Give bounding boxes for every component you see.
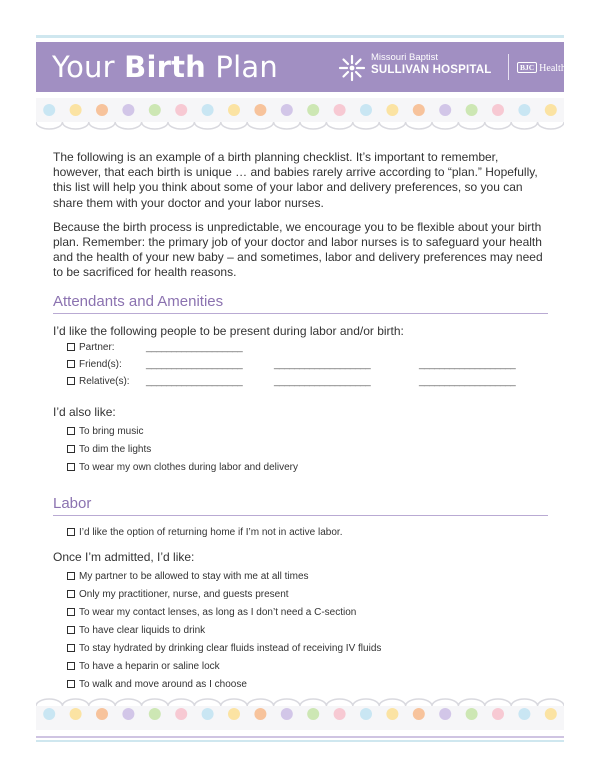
decorative-dot [228,708,240,720]
decorative-dot [149,104,161,116]
checklist-item: My partner to be allowed to stay with me at all times [67,568,548,586]
decorative-dot [122,708,134,720]
decorative-dot [386,708,398,720]
decorative-dot [202,708,214,720]
admitted-intro: Once I’m admitted, I’d like: [53,549,195,564]
checklist-item: To dim the lights [67,441,548,459]
intro-paragraph: The following is an example of a birth planning checklist. It’s important to remember, however, that each birth is unique … and babies rarely arrive according to “plan.” Hopefully, this list will help you think about some of your labor and delivery preferences, so you can share them with your doctor and your labor nurses. [53,150,538,210]
decorative-dot [254,708,266,720]
checklist-item: To wear my own clothes during labor and delivery [67,459,548,477]
people-row: Partner: ___________________ [67,342,548,359]
decorative-dot [518,104,530,116]
decorative-dot [175,708,187,720]
attendants-heading: Attendants and Amenities [53,293,548,314]
checklist-item: I’d like the option of returning home if I’m not in active labor. [67,524,548,542]
decorative-dot [413,104,425,116]
also-intro: I’d also like: [53,404,116,419]
decorative-dot [228,104,240,116]
bottom-band [36,736,564,738]
decorative-dot [281,104,293,116]
write-in-line[interactable]: ___________________ [146,375,243,387]
checklist-item: Only my practitioner, nurse, and guests present [67,586,548,604]
decorative-dot [254,104,266,116]
scallop-band [36,98,564,122]
decorative-dot [281,708,293,720]
decorative-dot [122,104,134,116]
checkbox[interactable] [67,662,75,670]
checkbox[interactable] [67,608,75,616]
write-in-line[interactable]: ___________________ [146,341,243,353]
write-in-line[interactable]: ___________________ [274,375,371,387]
people-intro: I’d like the following people to be present during labor and/or birth: [53,323,404,338]
decorative-dot [545,104,557,116]
decorative-dot [307,104,319,116]
bjc-logo: BJC HealthCare [517,62,585,74]
admitted-list [67,568,548,694]
checklist-item: To wear my contact lenses, as long as I don’t need a C-section [67,604,548,622]
decorative-dot [466,708,478,720]
checkbox[interactable] [67,644,75,652]
decorative-dot [466,104,478,116]
decorative-dot [334,104,346,116]
scallop-edge [36,699,564,706]
bottom-band [36,740,564,742]
checkbox[interactable] [67,528,75,536]
checkbox[interactable] [67,360,75,368]
decorative-dot [413,708,425,720]
decorative-dot [70,104,82,116]
content [53,150,548,694]
decorative-dot [96,708,108,720]
write-in-line[interactable]: ___________________ [146,358,243,370]
decorative-dot [202,104,214,116]
decorative-dot [70,708,82,720]
checkbox[interactable] [67,343,75,351]
logo-divider [508,54,509,80]
decorative-dot [492,104,504,116]
also-list [67,423,548,477]
checkbox[interactable] [67,377,75,385]
checkbox[interactable] [67,680,75,688]
decorative-dot [439,708,451,720]
write-in-line[interactable]: ___________________ [274,358,371,370]
org-name-big: SULLIVAN HOSPITAL [371,64,492,76]
people-row: Friend(s): ___________________ ___________________ ___________________ [67,359,548,376]
checklist-item: To walk and move around as I choose [67,676,548,694]
decorative-dot [386,104,398,116]
page-title: Your Birth Plan [52,50,278,84]
checklist-item: To bring music [67,423,548,441]
people-list [67,342,548,393]
decorative-dot [545,708,557,720]
decorative-dot [360,708,372,720]
checkbox[interactable] [67,572,75,580]
checkbox[interactable] [67,590,75,598]
org-name-small: Missouri Baptist [371,52,439,63]
decorative-dot [334,708,346,720]
checklist-item: To have a heparin or saline lock [67,658,548,676]
scallop-border-bottom [36,692,564,732]
starburst-icon [338,54,366,82]
checklist-item: To have clear liquids to drink [67,622,548,640]
labor-heading: Labor [53,495,548,516]
decorative-dot [43,708,55,720]
decorative-dot [492,708,504,720]
checkbox[interactable] [67,445,75,453]
decorative-dot [439,104,451,116]
decorative-dot [518,708,530,720]
decorative-dot [96,104,108,116]
header-banner [36,42,585,92]
scallop-band [36,706,564,730]
scallop-border-top [36,96,564,136]
checkbox[interactable] [67,626,75,634]
scallop-edge [36,122,564,129]
decorative-dot [149,708,161,720]
decorative-dot [360,104,372,116]
labor-option-list [67,524,548,542]
checkbox[interactable] [67,427,75,435]
checkbox[interactable] [67,463,75,471]
write-in-line[interactable]: ___________________ [419,375,516,387]
write-in-line[interactable]: ___________________ [419,358,516,370]
intro-paragraph: Because the birth process is unpredictable, we encourage you to be flexible about your birth plan. Remember: the primary job of your doctor and labor nurses is to safeguard your health and the health of your new baby – and sometimes, labor and delivery preferences may need to be sacrificed for health reasons. [53,219,543,280]
checklist-item: To stay hydrated by drinking clear fluids instead of receiving IV fluids [67,640,548,658]
people-row: Relative(s): ___________________ ___________________ ___________________ [67,376,548,393]
top-band [36,35,564,38]
decorative-dot [307,708,319,720]
decorative-dot [175,104,187,116]
decorative-dot [43,104,55,116]
